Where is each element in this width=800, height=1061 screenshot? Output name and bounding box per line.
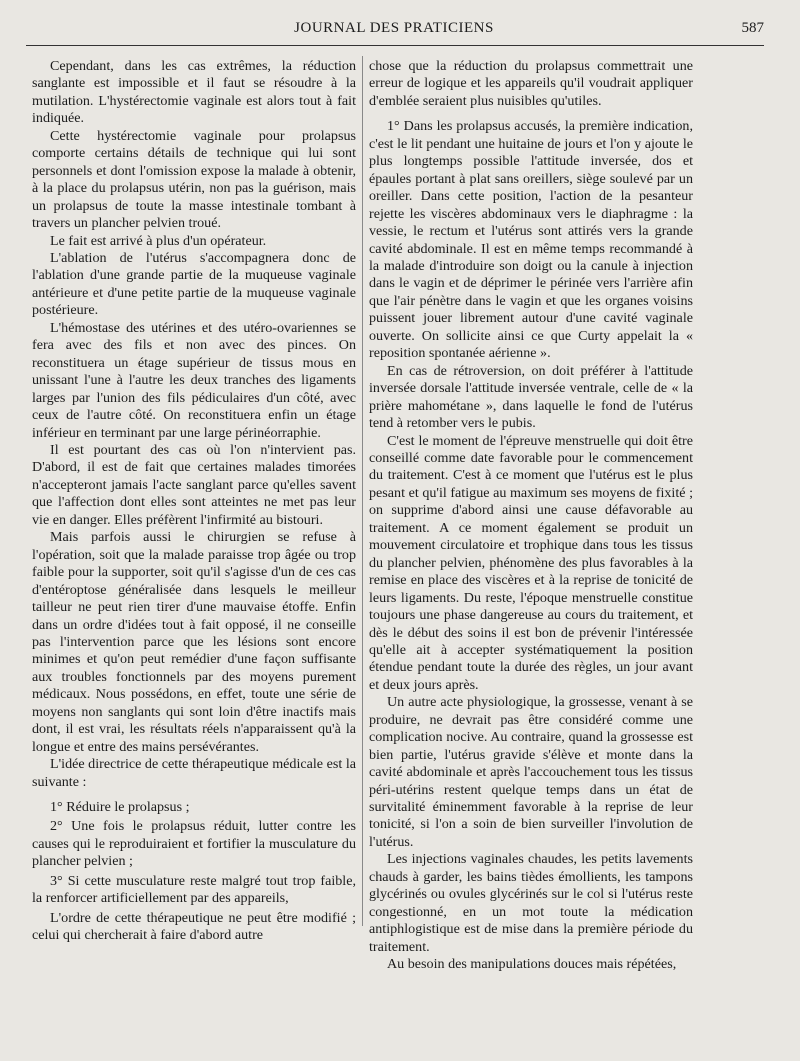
journal-title: JOURNAL DES PRATICIENS xyxy=(294,20,494,36)
column-divider xyxy=(362,56,363,926)
paragraph: 2° Une fois le prolapsus réduit, lutter contre les causes qui le reproduiraient et fortifier la musculature du plancher pelvien ; xyxy=(32,818,356,870)
paragraph: Mais parfois aussi le chirurgien se refuse à l'opération, soit que la malade paraisse trop âgée ou trop faible pour la supporter, soit qu'il s'agisse d'un de ces cas d'entéroptose généralisée dans lesquels le meilleur tailleur ne peut rien tirer d'une mauvaise étoffe. Enfin dans un ordre d'idées tout à fait opposé, il ne conseille pas l'intervention parce que les lésions sont encore minimes et qu'on peut remédier d'une façon suffisante aux troubles fonctionnels par des moyens purement médicaux. Nous possédons, en effet, toute une série de moyens non sanglants qui sont loin d'être inactifs mais dont, il est vrai, les résultats réels n'apparaissent qu'à la longue et entre des mains persévérantes. xyxy=(32,529,356,755)
paragraph: En cas de rétroversion, on doit préférer à l'attitude inversée dorsale l'attitude inversée ventrale, celle de « la prière mahométane », dans laquelle le fond de l'utérus tend à retomber vers le pubis. xyxy=(369,362,693,432)
paragraph: 3° Si cette musculature reste malgré tout trop faible, la renforcer artificiellement par des appareils, xyxy=(32,872,356,907)
paragraph: L'idée directrice de cette thérapeutique médicale est la suivante : xyxy=(32,756,356,790)
right-column xyxy=(369,58,693,974)
page-number: 587 xyxy=(741,20,764,36)
paragraph: Au besoin des manipulations douces mais répétées, xyxy=(387,956,677,973)
left-column xyxy=(32,58,356,945)
paragraph: L'hémostase des utérines et des utéro-ovariennes se fera avec des fils et non avec des pinces. On reconstituera un étage supérieur de tissus mous en unissant l'une à l'autre les deux tranches des ligaments larges par l'union des fils pédiculaires d'un côté, avec ceux de l'autre côté. On reconstituera enfin un étage inférieur en terminant par une large périnéorraphie. xyxy=(32,319,356,441)
paragraph: Cependant, dans les cas extrêmes, la réduction sanglante est impossible et il faut se résoudre à la mutilation. L'hystérectomie vaginale est alors tout à fait indiquée. xyxy=(32,58,356,127)
paragraph: Il est pourtant des cas où l'on n'intervient pas. D'abord, il est de fait que certaines malades timorées n'accepteront jamais l'acte sanglant parce qu'elles savent que l'affection dont elles sont atteintes ne met pas leur vie en danger. Elles préfèrent l'infirmité au bistouri. xyxy=(32,441,356,528)
paragraph: 1° Dans les prolapsus accusés, la première indication, c'est le lit pendant une huitaine de jours et l'on y ajoute le plus longtemps possible l'attitude inversée, dos et épaules portant à plat sans oreillers, siège soulevé par un oreiller. Dans cette position, l'action de la pesanteur rejette les viscères abdominaux vers le diaphragme : la vessie, le rectum et l'utérus sont attirés vers la grande cavité abdominale. Il est en même temps recommandé à la malade d'introduire son doigt ou la canule à injection dans le vagin et de déprimer le périnée vers l'arrière afin que l'air pénètre dans le vagin et que les organes voisins puissent jouer librement autour d'une cavité vaginale ouverte. On sollicite ainsi ce que Curty appelait la « reposition spontanée aérienne ». xyxy=(369,118,693,362)
paragraph: L'ordre de cette thérapeutique ne peut être modifié ; celui qui chercherait à faire d'abord autre xyxy=(32,909,356,944)
paragraph: Un autre acte physiologique, la grossesse, venant à se produire, ne devrait pas être considéré comme une complication nocive. Au contraire, quand la grossesse est bien partie, l'utérus gravide s'élève et monte dans la cavité abdominale et après l'accouchement tous les tissus péri-utérins restent quelque temps dans un état de survitalité éminemment favorable à la reprise de leur tonicité, si l'on a soin de bien surveiller l'involution de l'utérus. xyxy=(369,694,693,850)
paragraph: Les injections vaginales chaudes, les petits lavements chauds à garder, les bains tièdes émollients, les tampons glycérinés ou ovules glycérinés sur le col si l'utérus reste congestionné, en un mot toute la médication antiphlogistique est de mise dans la première période du traitement. xyxy=(369,851,693,955)
paragraph: chose que la réduction du prolapsus commettrait une erreur de logique et les appareils qu'il voudrait appliquer d'emblée seraient plus nuisibles qu'utiles. xyxy=(369,58,693,109)
running-header xyxy=(24,14,764,44)
paragraph: Le fait est arrivé à plus d'un opérateur. xyxy=(50,232,267,249)
paragraph: C'est le moment de l'épreuve menstruelle qui doit être conseillé comme date favorable pour le commencement du traitement. C'est à ce moment que l'utérus est le plus pesant et qu'il fatigue au maximum ses moyens de fixité ; on supprime d'abord ainsi une cause défavorable au traitement. A ce moment également se produit un mouvement circulatoire et trophique dans tous les tissus du plancher pelvien, phénomène des plus favorables à la remise en place des viscères et à la reprise de tonicité de leurs ligaments. Du reste, l'époque menstruelle constitue toujours une phase dangereuse au cours du traitement, et dès le début des soins il est bon de prévenir l'intéressée qu'elle ait à accepter systématiquement la position étendue pendant toute la durée des règles, un jour avant et deux jours après. xyxy=(369,432,693,693)
paragraph: 1° Réduire le prolapsus ; xyxy=(50,799,190,816)
paragraph: L'ablation de l'utérus s'accompagnera donc de l'ablation d'une grande partie de la muqueuse vaginale antérieure et d'une petite partie de la muqueuse vaginale postérieure. xyxy=(32,249,356,319)
header-rule xyxy=(26,45,764,46)
paragraph: Cette hystérectomie vaginale pour prolapsus comporte certains détails de technique qui lui sont personnels et dont l'omission expose la malade à obtenir, à la place du prolapsus utérin, non pas la guérison, mais un prolapsus de toute la masse intestinale tombant à travers un plancher pelvien troué. xyxy=(32,127,356,232)
